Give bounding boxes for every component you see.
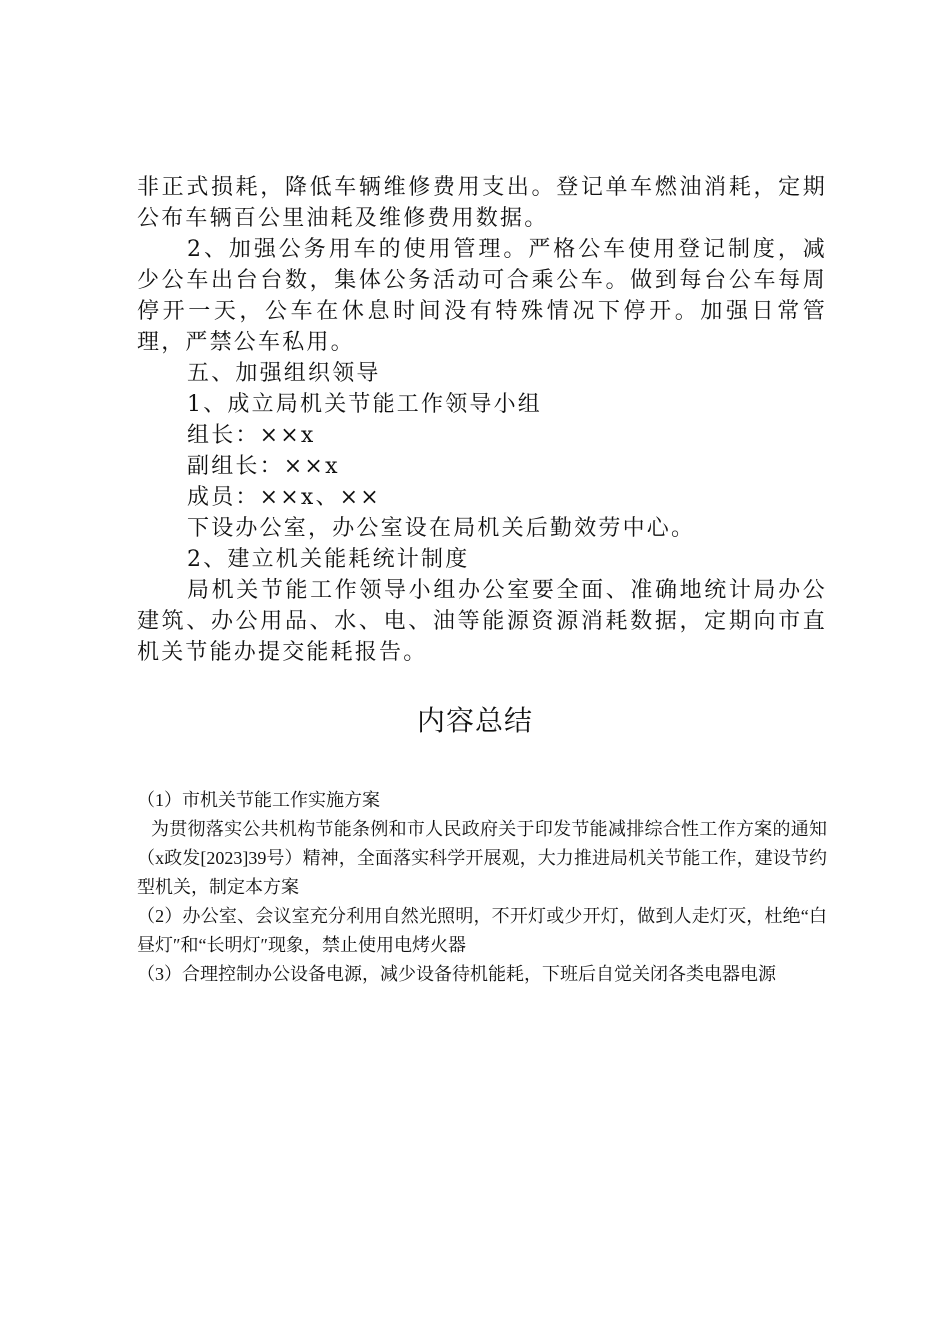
members-line: 成员：××x、×× xyxy=(187,485,381,510)
summary-item-1-body: 为贯彻落实公共机构节能条例和市人民政府关于印发节能减排综合性工作方案的通知（x政发[2023]39号）精神，全面落实科学开展观，大力推进局机关节能工作，建设节约型机关，制定本方案 xyxy=(137,819,827,897)
office-line: 下设办公室，办公室设在局机关后勤效劳中心。 xyxy=(187,516,696,541)
section-heading-organization: 五、加强组织领导 xyxy=(187,361,381,386)
document-body xyxy=(137,172,827,668)
paragraph-vehicle-usage: 2、加强公务用车的使用管理。严格公车使用登记制度，减少公车出台台数，集体公务活动可合乘公车。做到每台公车每周停开一天，公车在休息时间没有特殊情况下停开。加强日常管理，严禁公车私用。 xyxy=(137,237,827,355)
summary-item-3: （3）合理控制办公设备电源，减少设备待机能耗，下班后自觉关闭各类电器电源 xyxy=(137,964,776,984)
summary-item-2: （2）办公室、会议室充分利用自然光照明，不开灯或少开灯，做到人走灯灭，杜绝“白昼灯″和“长明灯″现象，禁止使用电烤火器 xyxy=(137,906,827,955)
subheading-statistics: 2、建立机关能耗统计制度 xyxy=(187,547,470,572)
deputy-leader-line: 副组长：××x xyxy=(187,454,340,479)
summary-title: 内容总结 xyxy=(416,704,533,737)
group-leader-line: 组长：××x xyxy=(187,423,316,448)
paragraph-fuel-records: 非正式损耗，降低车辆维修费用支出。登记单车燃油消耗，定期公布车辆百公里油耗及维修费用数据。 xyxy=(137,175,827,231)
summary-item-1-title: （1）市机关节能工作实施方案 xyxy=(137,790,380,810)
paragraph-energy-statistics: 局机关节能工作领导小组办公室要全面、准确地统计局办公建筑、办公用品、水、电、油等能源资源消耗数据，定期向市直机关节能办提交能耗报告。 xyxy=(137,578,827,665)
subheading-leading-group: 1、成立局机关节能工作领导小组 xyxy=(187,392,542,417)
summary-section xyxy=(137,786,827,989)
